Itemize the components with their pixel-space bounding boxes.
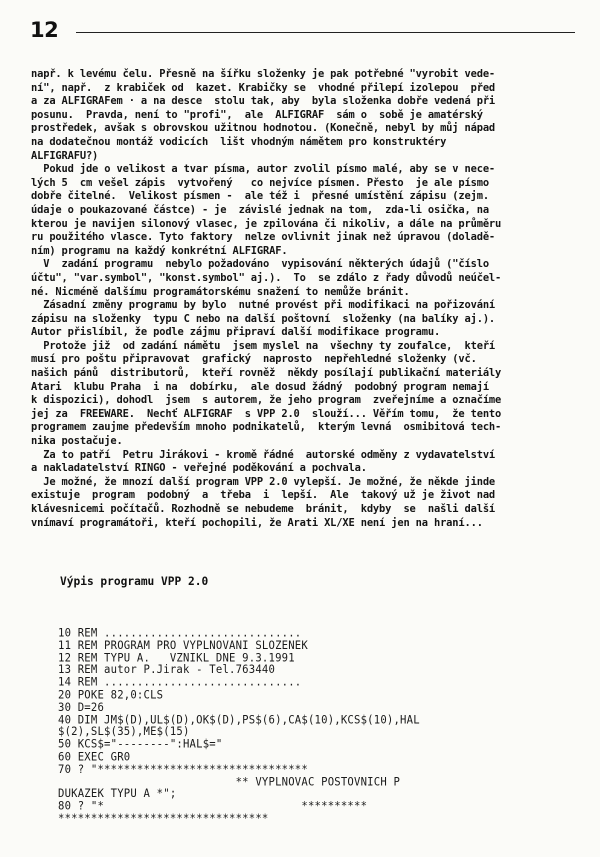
code-line: DUKAZEK TYPU A *"; — [58, 787, 177, 801]
text-line: účtu", "var.symbol", "konst.symbol" aj.). To se zdálo z řady důvodů neúčel- — [31, 271, 502, 284]
header-rule — [76, 32, 575, 33]
code-line: 60 EXEC GR0 — [58, 750, 131, 764]
text-line: né. Nicméně dalšímu programátorskému snažení to nemůže bránit. — [31, 285, 410, 298]
text-line: např. k levému čelu. Přesně na šířku složenky je pak potřebné "vyrobit vede- — [31, 68, 496, 80]
page-number: 12 — [30, 18, 59, 42]
program-listing — [58, 628, 578, 826]
text-line: a za ALFIGRAFem · a na desce stolu tak, aby byla složenka dobře vedená při — [31, 95, 496, 108]
code-line: 12 REM TYPU A. VZNIKL DNE 9.3.1991 — [58, 651, 295, 665]
text-line: údaje o poukazované částce) - je závislé jednak na tom, zda-li osička, na — [31, 203, 489, 216]
text-line: existuje program podobný a třeba i lepší. Ale takový už je život nad — [31, 489, 496, 502]
text-line: Atari klubu Praha i na dobírku, ale dosud žádný podobný program nemají — [31, 380, 489, 393]
code-line: 20 POKE 82,0:CLS — [58, 688, 164, 702]
text-line: ní", např. z krabiček od kazet. Krabičky se vhodné přilepí izolepou před — [31, 81, 496, 94]
text-line: jej za FREEWARE. Nechť ALFIGRAF s VPP 2.0 slouží... Věřím tomu, že tento — [31, 407, 502, 420]
text-line: k dispozici), dohodl jsem s autorem, že jeho program zveřejníme a označíme — [31, 394, 502, 407]
article-body — [31, 68, 576, 530]
code-line: 70 ? "******************************** — [58, 763, 308, 776]
code-line: 11 REM PROGRAM PRO VYPLNOVANI SLOZENEK — [58, 639, 308, 652]
text-line: ru použitého vlasce. Tyto faktory nelze ovlivnit jinak než úpravou (doladě- — [31, 231, 496, 244]
section-title: Výpis programu VPP 2.0 — [60, 575, 209, 588]
code-line: 30 D=26 — [58, 701, 105, 714]
text-line: Autor přislíbil, že podle zájmu připraví další modifikace programu. — [31, 326, 441, 339]
text-line: ním) programu na každý konkrétní ALFIGRAF. — [31, 244, 288, 257]
text-line: kterou je navijen silonový vlasec, je zpilována či nikoliv, a dále na průměru — [31, 217, 502, 230]
text-line: programem zaujme především mnoho podnikatelů, kterým levná osmibitová tech- — [31, 421, 502, 434]
code-line: 80 ? "* ********** — [58, 800, 368, 813]
text-line: nika postačuje. — [31, 435, 123, 448]
text-line: Protože již od zadání námětu jsem myslel na všechny ty zoufalce, kteří — [31, 339, 496, 352]
text-line: vnímaví programátoři, kteří pochopili, že Arati XL/XE není jen na hraní... — [31, 516, 483, 529]
text-line: Zásadní změny programu by bylo nutné provést při modifikaci na pořizování — [31, 299, 496, 312]
text-line: dobře čitelné. Velikost písmen - ale též i přesné umístění zápisu (zejm. — [31, 190, 489, 203]
text-line: našich pánů distributorů, kteří rovněž někdy posílají publikační materiály — [31, 367, 502, 380]
code-line: $(2),SL$(35),ME$(15) — [58, 726, 190, 739]
text-line: zápisu na složenky typu C nebo na další poštovní složenky (na balíky aj.). — [31, 312, 496, 325]
text-line: ALFIGRAFU?) — [31, 149, 99, 162]
text-line: musí pro poštu připravovat grafický naprosto nepřehledné složenky (vč. — [31, 353, 477, 366]
text-line: lých 5 cm vešel zápis vytvořený co nejvíce písmen. Přesto je ale písmo — [31, 176, 489, 189]
code-line: 13 REM autor P.Jirak - Tel.763440 — [58, 664, 276, 677]
code-line: ******************************** — [58, 812, 269, 826]
code-line: 50 KCS$="--------":HAL$=" — [58, 738, 223, 752]
text-line: a nakladatelství RINGO - veřejné poděkování a pochvala. — [31, 462, 367, 475]
text-line: na dodatečnou montáž vodicích lišt vhodným námětem pro konstruktéry — [31, 135, 447, 148]
text-line: Je možné, že mnozí další program VPP 2.0 vylepší. Je možné, že někde jinde — [31, 475, 496, 488]
code-line: ** VYPLNOVAC POSTOVNICH P — [58, 775, 401, 789]
text-line: Pokud jde o velikost a tvar písma, autor zvolil písmo malé, aby se v nece- — [31, 163, 496, 176]
text-line: Za to patří Petru Jirákovi - kromě řádné autorské odměny z vydavatelství — [31, 448, 496, 461]
page-header — [30, 18, 575, 48]
text-line: klávesnicemi počítačů. Rozhodně se nebudeme bránit, kdyby se našli další — [31, 503, 496, 515]
text-line: prostředek, avšak s obrovskou užitnou hodnotou. (Konečně, nebyl by můj nápad — [31, 122, 496, 135]
code-line: 14 REM .............................. — [58, 676, 302, 690]
text-line: posunu. Pravda, není to "profi", ale ALFIGRAF sám o sobě je amatérský — [31, 108, 483, 121]
text-line: V zadání programu nebylo požadováno vypisování některých údajů ("číslo — [31, 258, 489, 271]
code-line: 40 DIM JM$(D),UL$(D),OK$(D),PS$(6),CA$(10),KCS$(10),HAL — [58, 713, 420, 727]
code-line: 10 REM .............................. — [58, 626, 302, 640]
